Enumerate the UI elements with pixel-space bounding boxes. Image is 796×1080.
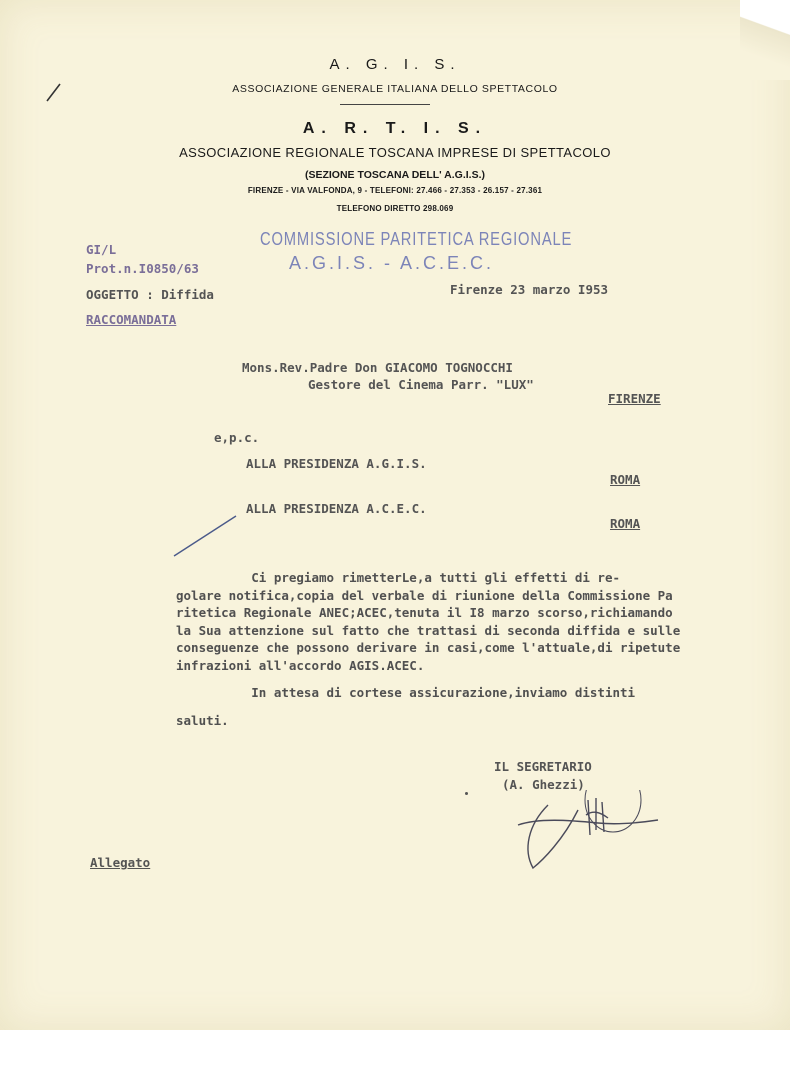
cc2-recipient: ALLA PRESIDENZA A.C.E.C. — [246, 501, 427, 516]
pen-mark — [44, 82, 64, 104]
pen-stroke — [170, 513, 242, 559]
addressee-role: Gestore del Cinema Parr. "LUX" — [308, 377, 534, 392]
body-line-5: conseguenze che possono derivare in casi,come l'attuale,di ripetute — [176, 640, 681, 655]
ink-dot — [465, 792, 468, 795]
section-name: (SEZIONE TOSCANA DELL' A.G.I.S.) — [304, 169, 486, 181]
body-line-3: ritetica Regionale ANEC;ACEC,tenuta il I8 marzo scorso,richiamando — [176, 605, 673, 620]
cc2-city: ROMA — [610, 516, 641, 531]
signatory-title: IL SEGRETARIO — [494, 759, 592, 774]
subject-line: OGGETTO : Diffida — [86, 287, 214, 302]
direct-phone: TELEFONO DIRETTO 298.069 — [336, 204, 454, 213]
agis-full-name: ASSOCIAZIONE GENERALE ITALIANA DELLO SPETTACOLO — [232, 83, 558, 95]
date-line: Firenze 23 marzo I953 — [450, 282, 609, 297]
artis-acronym: A. R. T. I. S. — [302, 120, 488, 137]
cc1-recipient: ALLA PRESIDENZA A.G.I.S. — [246, 456, 427, 471]
handwritten-signature — [508, 790, 668, 875]
body-line-6: infrazioni all'accordo AGIS.ACEC. — [176, 658, 425, 673]
address-line: FIRENZE - VIA VALFONDA, 9 - TELEFONI: 27.466 - 27.353 - 26.157 - 27.361 — [247, 186, 543, 195]
registered-mail-note: RACCOMANDATA — [86, 312, 177, 327]
reference-initials: GI/L — [86, 242, 117, 257]
artis-full-name: ASSOCIAZIONE REGIONALE TOSCANA IMPRESE DI SPETTACOLO — [179, 145, 611, 160]
commission-stamp-line1: COMMISSIONE PARITETICA REGIONALE — [260, 229, 573, 249]
body-line-2: golare notifica,copia del verbale di riunione della Commissione Pa — [176, 588, 673, 603]
cc-label: e,p.c. — [214, 430, 260, 445]
agis-acronym: A. G. I. S. — [329, 56, 461, 73]
letterhead-divider — [340, 104, 430, 105]
commission-stamp-line2: A.G.I.S. - A.C.E.C. — [289, 253, 495, 273]
addressee-city: FIRENZE — [608, 391, 661, 406]
body-line-4: la Sua attenzione sul fatto che trattasi di seconda diffida e sulle — [176, 623, 681, 638]
addressee-name: Mons.Rev.Padre Don GIACOMO TOGNOCCHI — [242, 360, 513, 375]
closing-line-2: saluti. — [176, 713, 229, 728]
enclosure-note: Allegato — [90, 855, 151, 870]
cc1-city: ROMA — [610, 472, 641, 487]
closing-line-1: In attesa di cortese assicurazione,inviamo distinti — [176, 685, 636, 700]
body-line-1: Ci pregiamo rimetterLe,a tutti gli effetti di re- — [176, 570, 621, 585]
protocol-number: Prot.n.I0850/63 — [86, 261, 199, 276]
signatory-name: (A. Ghezzi) — [502, 777, 585, 792]
